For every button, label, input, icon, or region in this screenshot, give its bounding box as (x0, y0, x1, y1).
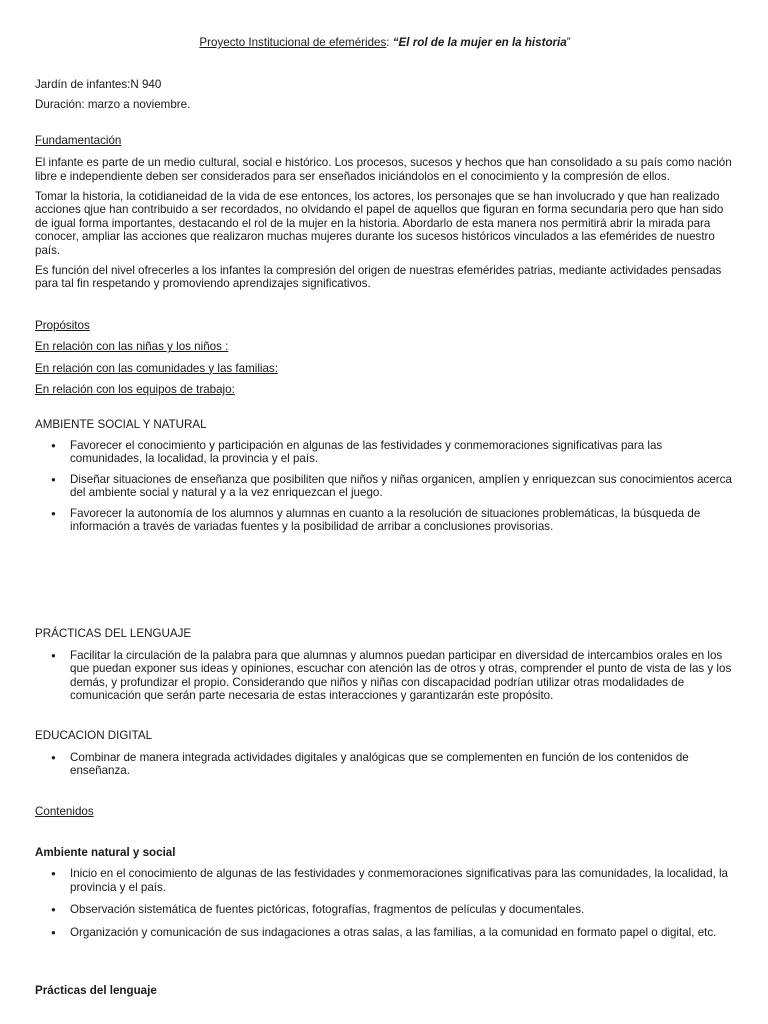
fundamentacion-paragraph: El infante es parte de un medio cultural, social e histórico. Los procesos, sucesos y hechos que han consolidado a su país como nación libre e independiente deben ser considerados para ser enseñados iniciándolos en el conocimiento y la compresión de ellos. (35, 156, 732, 183)
list-item: ● Observación sistemática de fuentes pictóricas, fotografías, fragmentos de películas y documentales. (70, 903, 735, 916)
fundamentacion-paragraph: Es función del nivel ofrecerles a los infantes la compresión del origen de nuestras efemérides patrias, mediante actividades pensadas para tal fin respetando y promoviendo aprendizajes significativos. (35, 264, 722, 291)
list-item: ● Organización y comunicación de sus indagaciones a otras salas, a las familias, a la comunidad en formato papel o digital, etc. (70, 926, 735, 939)
jardin-line: Jardín de infantes:N 940 (35, 78, 162, 91)
contenidos-heading: Contenidos (35, 804, 94, 818)
ambiente-natural-heading: Ambiente natural y social (35, 846, 176, 859)
list-item: ● Favorecer el conocimiento y participación en algunas de las festividades y conmemoraciones significativas para las comunidades, la localidad, la provincia y el país. (70, 439, 735, 466)
contenidos-ambiente-list (35, 867, 735, 939)
duracion-line: Duración: marzo a noviembre. (35, 98, 191, 112)
list-item: ● Diseñar situaciones de enseñanza que posibiliten que niños y niñas organicen, amplíen y enriquezcan sus conocimientos acerca del ambiente social y natural y a la vez enriquezcan el juego. (70, 473, 735, 500)
relacion-ninos: En relación con las niñas y los niños : (35, 340, 229, 354)
digital-list (35, 751, 735, 778)
list-item: ● Favorecer la autonomía de los alumnos y alumnas en cuanto a la resolución de situaciones problemáticas, la búsqueda de información a través de variadas fuentes y la posibilidad de arribar a conclusiones provisorias. (70, 507, 735, 534)
fundamentacion-paragraph: Tomar la historia, la cotidianeidad de la vida de ese entonces, los actores, los personajes que se han involucrado y que han realizado acciones qjue han contribuido a ser recordados, no olvidando el papel de aquellos que figuran en forma secundaria pero que han sido de igual forma importantes, destacando el rol de la mujer en la historia. Abordarlo de esta manera nos permitirá abrir la mirada para conocer, ampliar las acciones que realizaron muchas mujeres durante los sucesos históricos vinculados a las efemérides de nuestro país. (35, 190, 724, 257)
digital-heading: EDUCACION DIGITAL (35, 729, 153, 743)
ambiente-list (35, 439, 735, 533)
propositos-heading: Propósitos (35, 318, 90, 332)
title-prefix: Proyecto Institucional de efemérides (199, 36, 387, 49)
relacion-equipos: En relación con los equipos de trabajo: (35, 383, 235, 397)
document-title (35, 36, 735, 50)
relacion-comunidades: En relación con las comunidades y las familias: (35, 361, 278, 375)
ambiente-heading: AMBIENTE SOCIAL Y NATURAL (35, 417, 207, 431)
practicas-list (35, 649, 735, 703)
title-colon: : (386, 36, 393, 49)
practicas-heading: PRÁCTICAS DEL LENGUAJE (35, 627, 192, 641)
list-item: ● Facilitar la circulación de la palabra para que alumnas y alumnos puedan participar en diversidad de intercambios orales en los que puedan exponer sus ideas y opiniones, escuchar con atención las de otros y otras, comprender el punto de vista de las y los demás, y profundizar el propio. Considerando que niños y niñas con discapacidad podrían utilizar otras modalidades de comunicación que serán parte necesaria de estas interacciones y garantizarán este propósito. (70, 649, 735, 703)
title-close: ” (566, 36, 571, 49)
fundamentacion-heading: Fundamentación (35, 133, 122, 147)
document-page (35, 36, 735, 997)
list-item: ● Combinar de manera integrada actividades digitales y analógicas que se complementen en función de los contenidos de enseñanza. (70, 751, 735, 778)
title-quote: “El rol de la mujer en la historia (392, 36, 567, 49)
list-item: ● Inicio en el conocimiento de algunas de las festividades y conmemoraciones significativas para las comunidades, la localidad, la provincia y el país. (70, 867, 735, 894)
practicas-lenguaje-heading: Prácticas del lenguaje (35, 984, 157, 998)
